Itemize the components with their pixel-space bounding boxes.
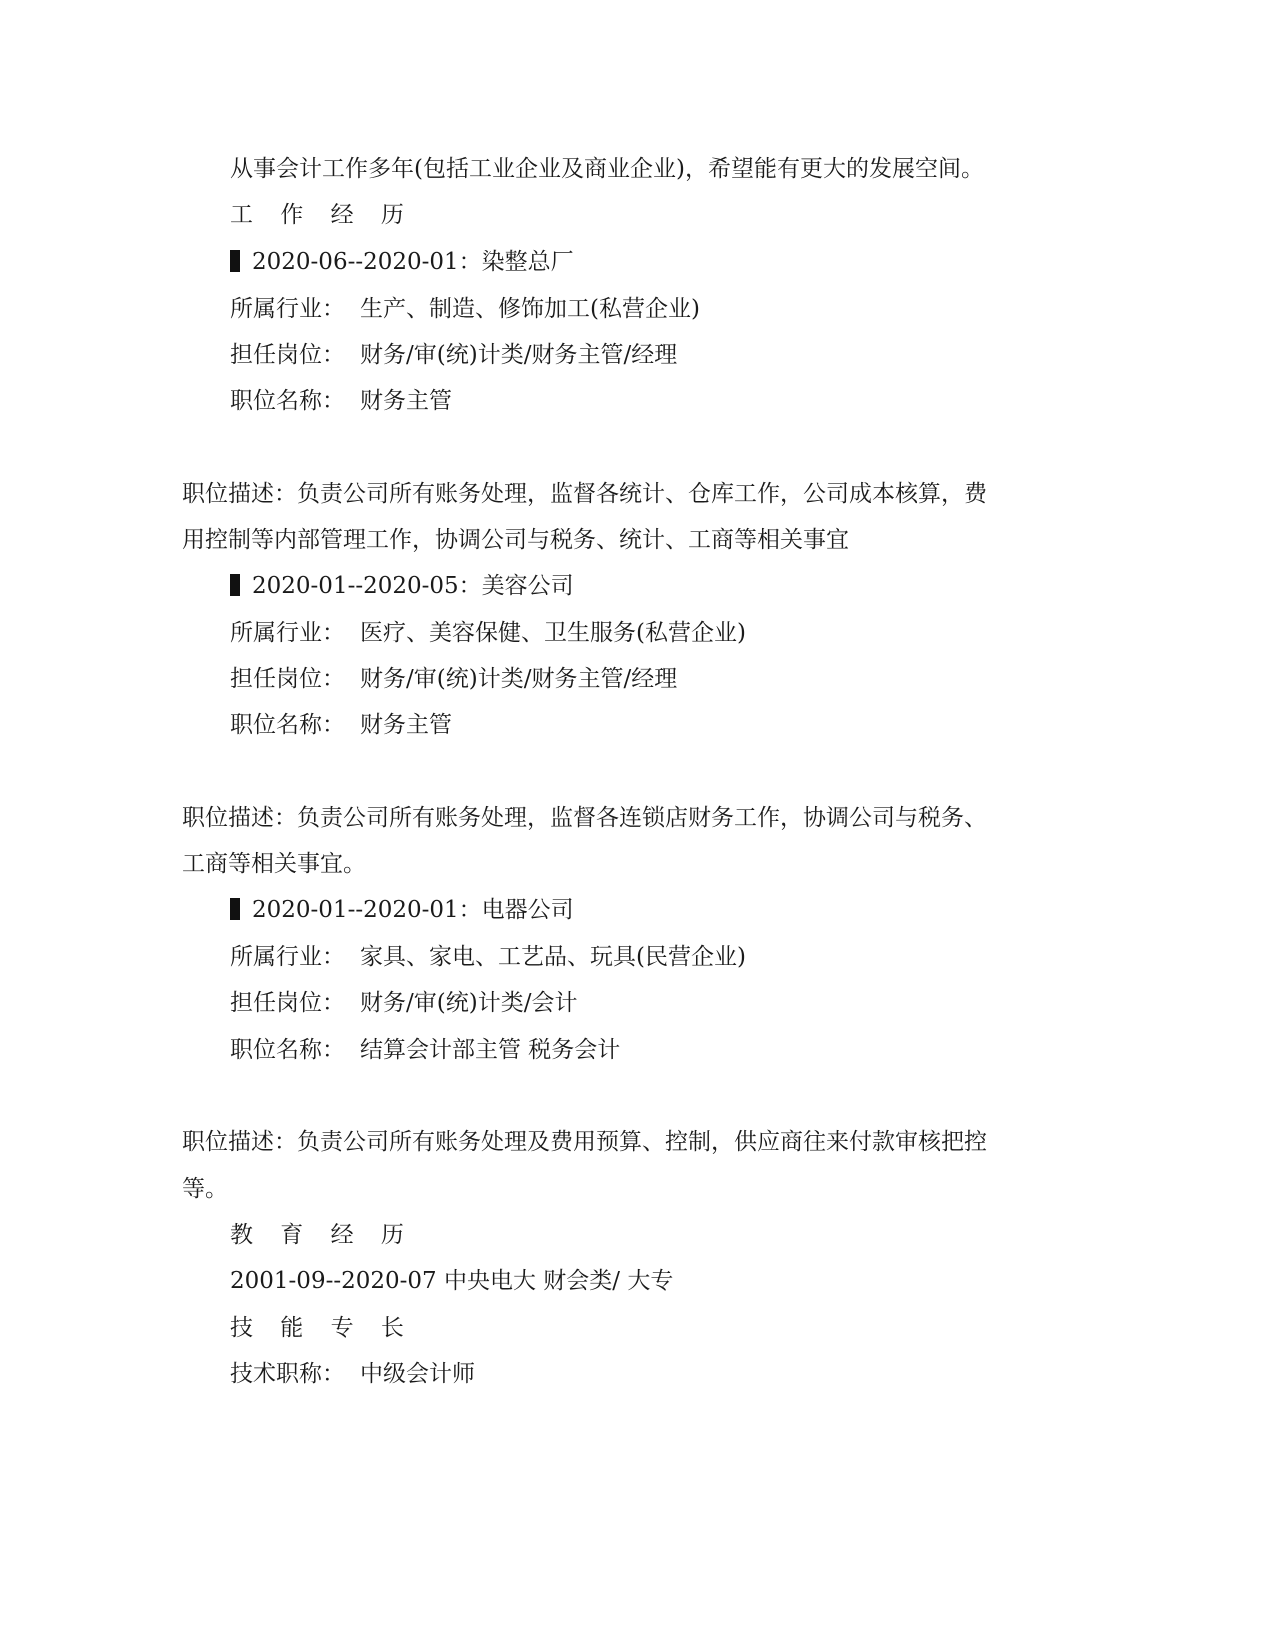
job-period-company: 2020-01--2020-01：电器公司	[252, 897, 574, 923]
job-header	[230, 571, 574, 601]
title-label: 职位名称：	[230, 388, 345, 414]
job-header	[230, 895, 574, 925]
title-label: 职位名称：	[230, 712, 345, 738]
job-period-company: 2020-06--2020-01：染整总厂	[252, 249, 574, 275]
job-description-line: 职位描述：负责公司所有账务处理及费用预算、控制，供应商往来付款审核把控	[182, 1129, 987, 1155]
job-description-line: 职位描述：负责公司所有账务处理，监督各连锁店财务工作，协调公司与税务、	[182, 805, 987, 831]
section-heading-skills: 技 能 专 长	[230, 1315, 414, 1341]
job-industry-row	[230, 618, 746, 648]
position-value: 财务/审(统)计类/财务主管/经理	[360, 342, 678, 368]
technical-title-value: 中级会计师	[360, 1361, 475, 1387]
industry-label: 所属行业：	[230, 620, 345, 646]
job-description-line: 职位描述：负责公司所有账务处理，监督各统计、仓库工作，公司成本核算，费	[182, 481, 987, 507]
technical-title-label: 技术职称：	[230, 1361, 345, 1387]
position-label: 担任岗位：	[230, 990, 345, 1016]
job-title-row	[230, 710, 452, 740]
bullet-block-icon	[230, 898, 240, 920]
job-title-row	[230, 386, 452, 416]
position-label: 担任岗位：	[230, 342, 345, 368]
title-value: 财务主管	[360, 712, 452, 738]
bullet-block-icon	[230, 574, 240, 596]
position-label: 担任岗位：	[230, 666, 345, 692]
industry-value: 医疗、美容保健、卫生服务(私营企业)	[360, 620, 746, 646]
education-entry: 2001-09--2020-07 中央电大 财会类/ 大专	[230, 1268, 674, 1294]
job-position-row	[230, 988, 577, 1018]
job-header	[230, 247, 574, 277]
job-description-line: 用控制等内部管理工作，协调公司与税务、统计、工商等相关事宜	[182, 527, 849, 553]
title-value: 结算会计部主管 税务会计	[360, 1037, 621, 1063]
intro-text: 从事会计工作多年(包括工业企业及商业企业)，希望能有更大的发展空间。	[230, 156, 984, 182]
title-label: 职位名称：	[230, 1037, 345, 1063]
job-position-row	[230, 340, 677, 370]
job-description-line: 工商等相关事宜。	[182, 851, 366, 877]
industry-label: 所属行业：	[230, 944, 345, 970]
job-industry-row	[230, 294, 700, 324]
job-industry-row	[230, 942, 746, 972]
position-value: 财务/审(统)计类/会计	[360, 990, 578, 1016]
industry-value: 家具、家电、工艺品、玩具(民营企业)	[360, 944, 746, 970]
job-title-row	[230, 1035, 620, 1065]
technical-title-row	[230, 1359, 475, 1389]
bullet-block-icon	[230, 250, 240, 272]
position-value: 财务/审(统)计类/财务主管/经理	[360, 666, 678, 692]
job-period-company: 2020-01--2020-05：美容公司	[252, 573, 574, 599]
section-heading-education: 教 育 经 历	[230, 1222, 414, 1248]
title-value: 财务主管	[360, 388, 452, 414]
industry-label: 所属行业：	[230, 296, 345, 322]
job-description-line: 等。	[182, 1176, 228, 1202]
section-heading-work: 工 作 经 历	[230, 202, 414, 228]
industry-value: 生产、制造、修饰加工(私营企业)	[360, 296, 700, 322]
job-position-row	[230, 664, 677, 694]
